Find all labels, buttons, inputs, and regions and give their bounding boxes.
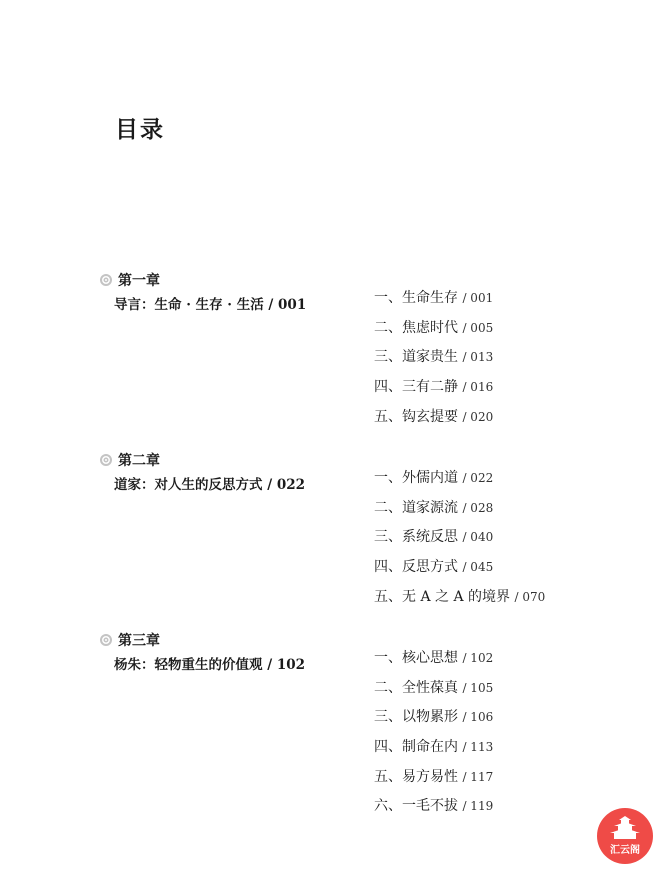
page-number: / 102: [462, 651, 494, 665]
page-number: / 106: [462, 710, 494, 725]
toc-entry[interactable]: [374, 343, 493, 373]
toc-entry[interactable]: [374, 674, 493, 704]
section-name: 五、无 A 之 A 的境界: [374, 588, 511, 605]
section-name: 一、生命生存: [374, 290, 458, 306]
page-number: / 119: [462, 799, 494, 814]
chapter-label: 第三章: [118, 633, 160, 649]
toc-entry[interactable]: [374, 553, 545, 583]
page-number: / 013: [462, 350, 494, 365]
chapter-heading: [100, 450, 640, 470]
toc-entry[interactable]: [374, 494, 545, 524]
toc-entry[interactable]: [374, 763, 493, 793]
section-name: 四、三有二静: [374, 379, 458, 396]
chapter-title[interactable]: 杨朱：轻物重生的价值观 / 102: [114, 657, 306, 673]
section-name: 一、核心思想: [374, 650, 458, 666]
page-number: / 020: [462, 409, 494, 424]
chapter-2: [100, 450, 640, 605]
section-name: 二、全性葆真: [374, 679, 458, 696]
section-list: [374, 644, 493, 822]
circle-bullet-icon: [100, 274, 112, 286]
chapter-heading: [100, 270, 640, 290]
section-name: 二、焦虑时代: [374, 319, 458, 336]
chapter-3: [100, 630, 640, 815]
circle-bullet-icon: [100, 634, 112, 646]
toc-entry[interactable]: [374, 464, 545, 494]
toc-entry[interactable]: [374, 373, 493, 403]
circle-bullet-icon: [100, 454, 112, 466]
chapter-title[interactable]: 道家：对人生的反思方式 / 022: [114, 477, 306, 493]
toc-entry[interactable]: [374, 792, 493, 822]
page-number: / 022: [462, 471, 494, 485]
section-name: 五、钩玄提要: [374, 408, 458, 425]
section-name: 四、制命在内: [374, 739, 458, 756]
chapter-title[interactable]: 导言：生命 · 生存 · 生活 / 001: [114, 297, 307, 313]
section-name: 二、道家源流: [374, 499, 458, 516]
section-name: 三、系统反思: [374, 529, 458, 546]
page-number: / 105: [462, 680, 494, 695]
page-number: / 005: [462, 320, 494, 335]
toc-entry[interactable]: [374, 583, 545, 613]
page-number: / 045: [462, 560, 494, 575]
toc-entry[interactable]: [374, 644, 493, 674]
toc-entry[interactable]: [374, 703, 493, 733]
page-number: / 040: [462, 530, 494, 545]
section-list: [374, 284, 493, 432]
section-name: 三、道家贵生: [374, 349, 458, 366]
page-number: / 028: [462, 500, 494, 515]
chapter-1: [100, 270, 640, 425]
section-name: 一、外儒内道: [374, 470, 458, 486]
page-number: / 117: [462, 769, 494, 784]
toc-entry[interactable]: [374, 523, 545, 553]
section-name: 四、反思方式: [374, 559, 458, 576]
toc-entry[interactable]: [374, 314, 493, 344]
page-number: / 001: [462, 291, 494, 305]
section-name: 五、易方易性: [374, 768, 458, 785]
watermark-logo: [597, 808, 653, 864]
section-name: 三、以物累形: [374, 709, 458, 726]
page-number: / 070: [514, 589, 546, 604]
chapter-label: 第一章: [118, 273, 160, 289]
section-list: [374, 464, 545, 612]
toc-entry[interactable]: [374, 403, 493, 433]
page-title: 目录: [115, 116, 165, 143]
section-name: 六、一毛不拔: [374, 798, 458, 815]
toc-entry[interactable]: [374, 733, 493, 763]
chapter-heading: [100, 630, 640, 650]
toc-entry[interactable]: [374, 284, 493, 314]
page-number: / 016: [462, 380, 494, 395]
chapter-label: 第二章: [118, 453, 160, 469]
watermark-text: 汇云阁: [610, 845, 640, 856]
page-number: / 113: [462, 740, 494, 755]
